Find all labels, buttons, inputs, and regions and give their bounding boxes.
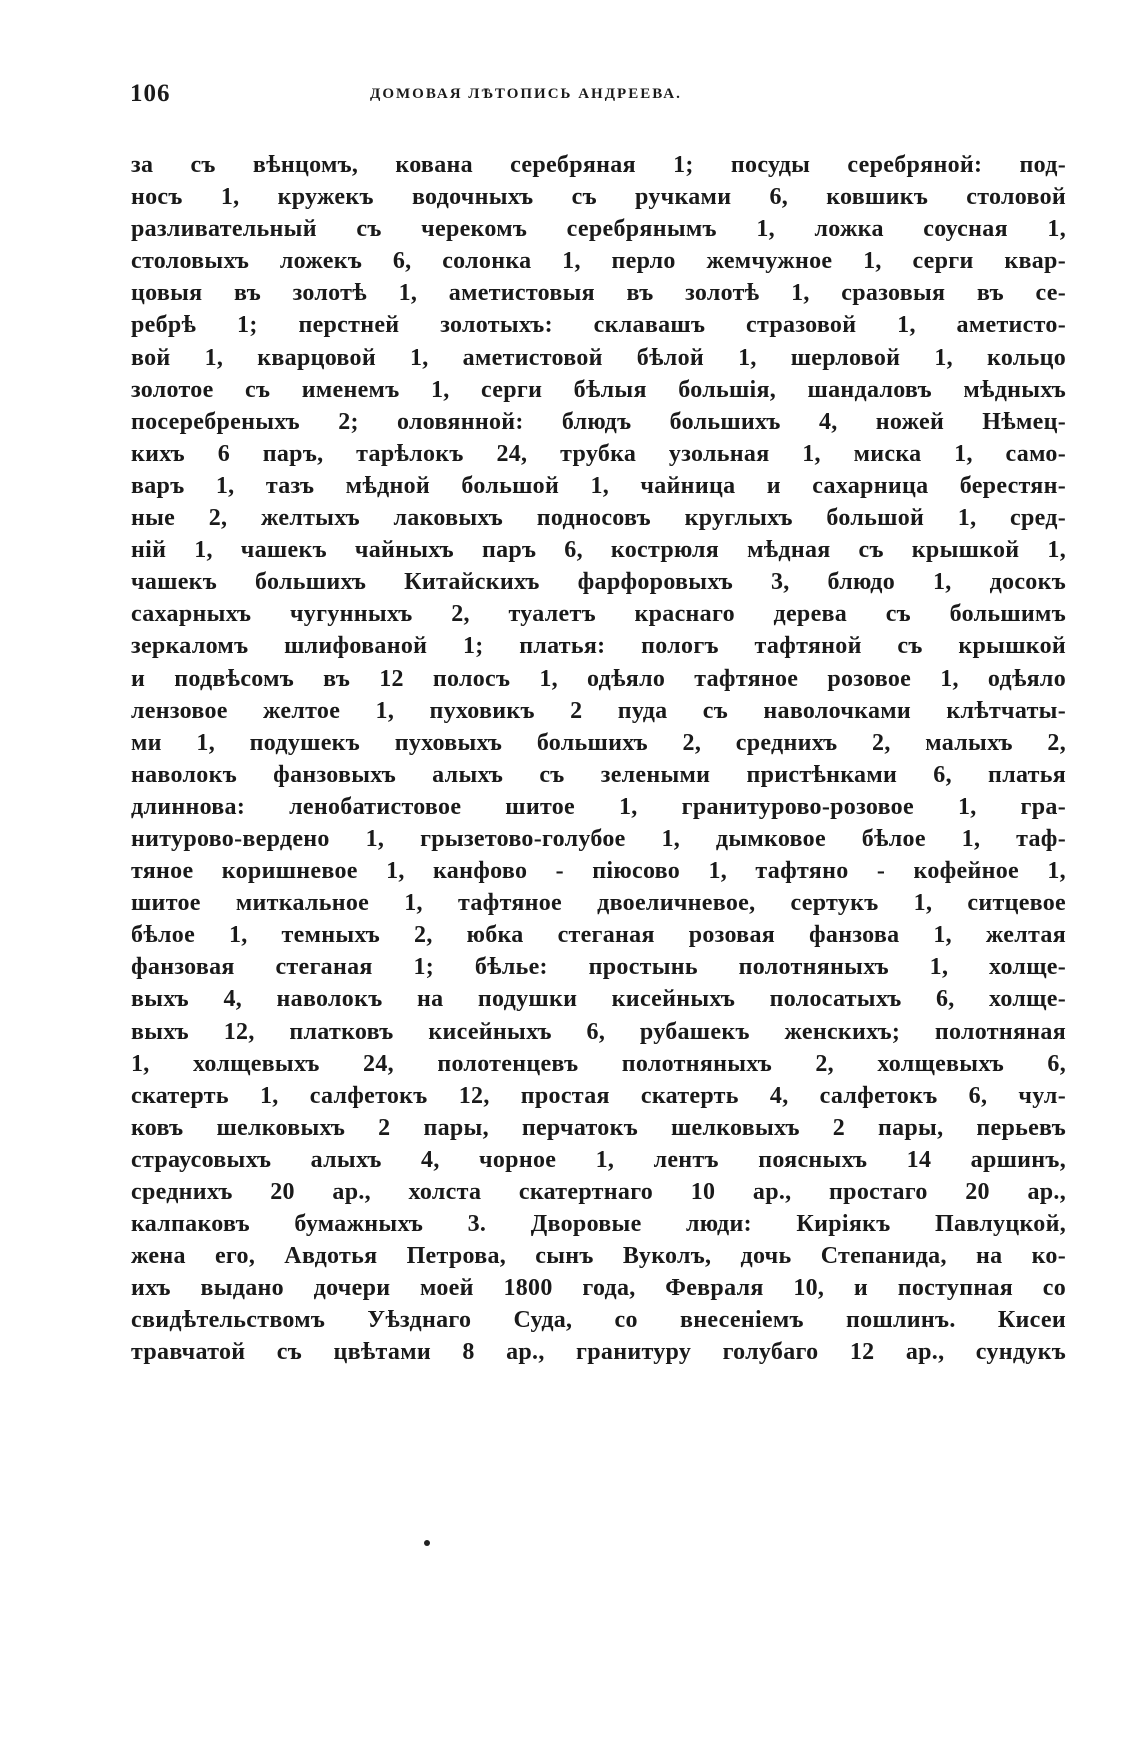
text-line: страусовыхъ алыхъ 4, чорное 1, лентъ поясныхъ 14 аршинъ, bbox=[131, 1146, 1066, 1173]
text-line: носъ 1, кружекъ водочныхъ съ ручками 6, ковшикъ столовой bbox=[131, 184, 1066, 211]
text-line: лензовое желтое 1, пуховикъ 2 пуда съ наволочками клѣтчаты- bbox=[131, 697, 1066, 724]
text-line: ній 1, чашекъ чайныхъ паръ 6, кострюля мѣдная съ крышкой 1, bbox=[131, 537, 1066, 564]
text-line: шитое миткальное 1, тафтяное двоеличневое, сертукъ 1, ситцевое bbox=[131, 890, 1066, 917]
text-line: выхъ 12, платковъ кисейныхъ 6, рубашекъ женскихъ; полотняная bbox=[131, 1018, 1066, 1045]
page-header bbox=[130, 80, 1065, 120]
text-line: разливательный съ черекомъ серебрянымъ 1, ложка соусная 1, bbox=[131, 216, 1066, 243]
text-line: 1, холщевыхъ 24, полотенцевъ полотняныхъ 2, холщевыхъ 6, bbox=[131, 1050, 1066, 1077]
text-line: бѣлое 1, темныхъ 2, юбка стеганая розовая фанзова 1, желтая bbox=[131, 922, 1066, 949]
text-line: вой 1, кварцовой 1, аметистовой бѣлой 1, шерловой 1, кольцо bbox=[131, 344, 1066, 371]
page-number: 106 bbox=[130, 80, 171, 107]
text-line: тяное коришневое 1, канфово - піюсово 1, тафтяно - кофейное 1, bbox=[131, 858, 1066, 885]
text-line: калпаковъ бумажныхъ 3. Дворовые люди: Киріякъ Павлуцкой, bbox=[131, 1211, 1066, 1238]
text-line: посеребреныхъ 2; оловянной: блюдъ большихъ 4, ножей Нѣмец- bbox=[131, 408, 1066, 435]
text-line: фанзовая стеганая 1; бѣлье: простынь полотняныхъ 1, холще- bbox=[131, 954, 1066, 981]
text-line: длиннова: ленобатистовое шитое 1, гранитурово-розовое 1, гра- bbox=[131, 793, 1066, 820]
text-line: жена его, Авдотья Петрова, сынъ Вуколъ, дочь Степанида, на ко- bbox=[131, 1243, 1066, 1270]
text-line: цовыя въ золотѣ 1, аметистовыя въ золотѣ 1, сразовыя въ се- bbox=[131, 280, 1066, 307]
text-line: ихъ выдано дочери моей 1800 года, Февраля 10, и поступная со bbox=[131, 1275, 1066, 1302]
text-line: ные 2, желтыхъ лаковыхъ подносовъ круглыхъ большой 1, сред- bbox=[131, 505, 1066, 532]
text-line: скатерть 1, салфетокъ 12, простая скатерть 4, салфетокъ 6, чул- bbox=[131, 1082, 1066, 1109]
text-line: чашекъ большихъ Китайскихъ фарфоровыхъ 3, блюдо 1, досокъ bbox=[131, 569, 1066, 596]
body-text bbox=[131, 149, 1066, 1369]
text-line: среднихъ 20 ар., холста скатертнаго 10 ар., простаго 20 ар., bbox=[131, 1179, 1066, 1205]
text-line: золотое съ именемъ 1, серги бѣлыя большія, шандаловъ мѣдныхъ bbox=[131, 376, 1066, 403]
text-line: травчатой съ цвѣтами 8 ар., гранитуру голубаго 12 ар., сундукъ bbox=[131, 1339, 1066, 1366]
text-line: варъ 1, тазъ мѣдной большой 1, чайница и сахарница берестян- bbox=[131, 472, 1066, 499]
text-line: и подвѣсомъ въ 12 полосъ 1, одѣяло тафтяное розовое 1, одѣяло bbox=[131, 665, 1066, 692]
text-line: нитурово-вердено 1, грызетово-голубое 1, дымковое бѣлое 1, таф- bbox=[131, 825, 1066, 852]
text-line: кихъ 6 паръ, тарѣлокъ 24, трубка узольная 1, миска 1, само- bbox=[131, 440, 1066, 467]
ink-dot-mark bbox=[424, 1540, 430, 1546]
text-line: выхъ 4, наволокъ на подушки кисейныхъ полосатыхъ 6, холще- bbox=[131, 986, 1066, 1013]
text-line: ковъ шелковыхъ 2 пары, перчатокъ шелковыхъ 2 пары, перьевъ bbox=[131, 1114, 1066, 1141]
text-line: ребрѣ 1; перстней золотыхъ: склавашъ стразовой 1, аметисто- bbox=[131, 312, 1066, 339]
text-line: наволокъ фанзовыхъ алыхъ съ зелеными пристѣнками 6, платья bbox=[131, 761, 1066, 788]
text-line: свидѣтельствомъ Уѣзднаго Суда, со внесеніемъ пошлинъ. Кисеи bbox=[131, 1307, 1066, 1334]
text-line: столовыхъ ложекъ 6, солонка 1, перло жемчужное 1, серги квар- bbox=[131, 248, 1066, 275]
running-title: ДОМОВАЯ ЛѢТОПИСЬ АНДРЕЕВА. bbox=[370, 86, 682, 102]
text-line: зеркаломъ шлифованой 1; платья: пологъ тафтяной съ крышкой bbox=[131, 633, 1066, 660]
text-line: сахарныхъ чугунныхъ 2, туалетъ краснаго дерева съ большимъ bbox=[131, 601, 1066, 628]
text-line: ми 1, подушекъ пуховыхъ большихъ 2, среднихъ 2, малыхъ 2, bbox=[131, 729, 1066, 756]
text-line: за съ вѣнцомъ, кована серебряная 1; посуды серебряной: под- bbox=[131, 152, 1066, 178]
